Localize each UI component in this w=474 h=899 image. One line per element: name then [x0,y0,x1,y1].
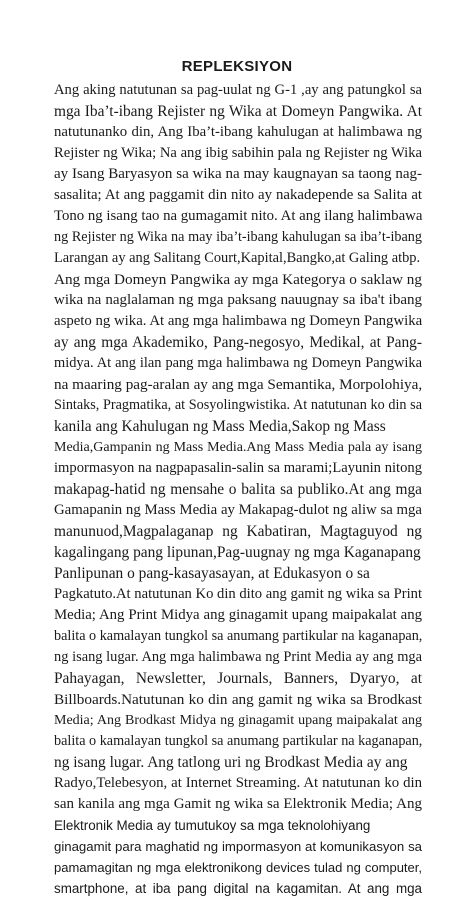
body-line: smartphone, at iba pang digital na kagamitan. At ang mga [54,881,422,896]
body-line: Ang aking natutunan sa pag-uulat ng G-1 ,ay ang patungkol sa [54,82,422,98]
body-line: aspeto ng wika. At ang mga halimbawa ng Domeyn Pangwika [54,313,423,329]
body-line: pamamagitan ng mga elektronikong devices tulad ng computer, [54,860,422,875]
body-line: makapag-hatid ng mensahe o balita sa publiko.At ang mga [54,481,422,498]
body-line: san kanila ang mga Gamit ng wika sa Elektronik Media; Ang [54,796,422,812]
body-line: Ang mga Domeyn Pangwika ay mga Kategorya o saklaw ng [54,271,422,288]
body-line: Media; Ang Brodkast Midya ng ginagamit upang maipakalat ang [54,713,422,728]
body-line: kagalingang pang lipunan,Pag-uugnay ng mga Kaganapang [54,544,421,561]
body-line: ginagamit para maghatid ng impormasyon at komunikasyon sa [54,839,422,854]
body-line: Sintaks, Pragmatika, at Sosyolingwistika. At natutunan ko din sa [54,397,422,413]
body-line: Radyo,Telebesyon, at Internet Streaming. At natutunan ko din [54,775,422,791]
body-line: Panlipunan o pang-kasayasayan, at Edukasyon o sa [54,565,370,582]
body-line: balita o kamalayan tungkol sa anumang partikular na kaganapan, [54,628,423,644]
body-line: Larangan ay ang Salitang Court,Kapital,Bangko,at Galing atbp. [54,250,421,266]
body-line: balita o kamalayan tungkol sa anumang partikular na kaganapan, [54,733,423,749]
body-line: midya. At ang ilan pang mga halimbawa ng Domeyn Pangwika [54,355,422,371]
body-line: na maaring pag-aralan ay ang mga Semantika, Morpolohiya, [54,376,423,393]
body-line: ay ang mga Akademiko, Pang-negosyo, Medikal, at Pang- [54,334,422,351]
body-line: Rejister ng Wika; Na ang ibig sabihin pala ng Rejister ng Wika [54,145,422,161]
body-line: kanila ang Kahulugan ng Mass Media,Sakop ng Mass [54,418,386,435]
body-line: ay Isang Baryasyon sa wika na may kaugnayan sa taong nag- [54,166,422,182]
reflection-body [54,80,422,899]
body-line: Pagkatuto.At natutunan Ko din dito ang gamit ng wika sa Print [54,586,422,602]
body-line: ng Rejister ng Wika na may iba’t-ibang kahulugan sa iba’t-ibang [54,229,422,245]
body-line: Billboards.Natutunan ko din ang gamit ng wika sa Brodkast [54,691,422,708]
body-line: Elektronik Media ay tumutukoy sa mga teknolohiyang [54,818,371,833]
body-line: ng isang lugar. Ang mga halimbawa ng Print Media ay ang mga [54,649,422,665]
body-line: ng isang lugar. Ang tatlong uri ng Brodkast Media ay ang [54,754,408,771]
body-line: impormasyon na nagpapasalin-salin sa marami;Layunin nitong [54,460,422,476]
body-line: sasalita; At ang paggamit din nito ay nakadepende sa Salita at [54,187,422,203]
body-line: Media; Ang Print Midya ang ginagamit upang maipakalat ang [54,607,422,623]
body-line: Gamapanin ng Mass Media ay Makapag-dulot ng aliw sa mga [54,502,422,518]
body-line: mga Iba’t-ibang Rejister ng Wika at Domeyn Pangwika. At [54,103,422,120]
body-line: Tono ng isang tao na gumagamit nito. At ang ilang halimbawa [54,208,423,224]
body-line: Pahayagan, Newsletter, Journals, Banners, Dyaryo, at [54,670,422,687]
document-title: REPLEKSIYON [181,58,293,75]
body-line: natutunanko din, Ang Iba’t-ibang kahulugan at halimbawa ng [54,124,422,140]
body-line: manunuod,Magpalaganap ng Kabatiran, Magtaguyod ng [54,523,422,540]
body-line: Media,Gampanin ng Mass Media.Ang Mass Media pala ay isang [54,440,422,455]
body-line: wika na naglalaman ng mga paksang nauugnay sa iba't ibang [54,292,422,308]
